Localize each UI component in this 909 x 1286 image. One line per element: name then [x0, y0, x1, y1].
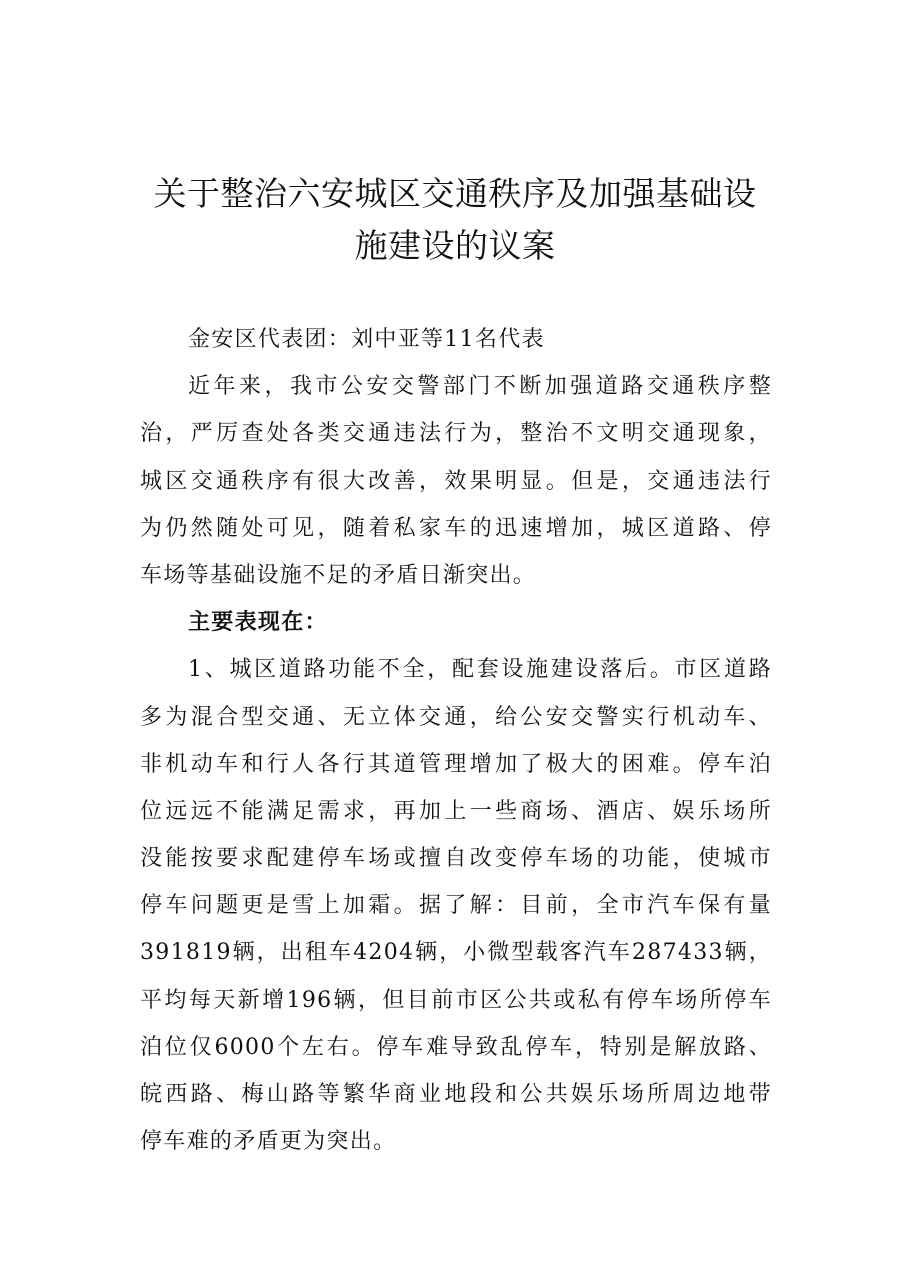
paragraph-line: 停车难的矛盾更为突出。 — [140, 1129, 397, 1155]
paragraph-line: 391819辆，出租车4204辆，小微型载客汽车287433辆， — [140, 940, 772, 966]
title-line-1: 关于整治六安城区交通秩序及加强基础设 — [153, 174, 757, 213]
paragraph-line: 皖西路、梅山路等繁华商业地段和公共娱乐场所周边地带 — [140, 1082, 772, 1107]
paragraph-line: 治，严厉查处各类交通违法行为，整治不文明交通现象， — [140, 421, 772, 447]
paragraph-line: 没能按要求配建停车场或擅自改变停车场的功能，使城市 — [140, 846, 772, 872]
paragraph-line: 位远远不能满足需求，再加上一些商场、酒店、娱乐场所 — [140, 798, 772, 824]
paragraph-line: 停车问题更是雪上加霜。据了解：目前，全市汽车保有量 — [140, 893, 772, 919]
paragraph-line: 泊位仅6000个左右。停车难导致乱停车，特别是解放路、 — [140, 1034, 772, 1060]
paragraph-line: 平均每天新增196辆，但目前市区公共或私有停车场所停车 — [140, 987, 772, 1013]
paragraph-line: 为仍然随处可见，随着私家车的迅速增加，城区道路、停 — [140, 515, 772, 541]
paragraph-line: 近年来，我市公安交警部门不断加强道路交通秩序整 — [188, 374, 772, 400]
paragraph-line: 1、城区道路功能不全，配套设施建设落后。市区道路 — [188, 657, 772, 683]
paragraph-line: 城区交通秩序有很大改善，效果明显。但是，交通违法行 — [140, 468, 772, 494]
title-line-2: 施建设的议案 — [354, 226, 556, 265]
paragraph-line: 非机动车和行人各行其道管理增加了极大的困难。停车泊 — [140, 751, 772, 777]
paragraph-item-1 — [140, 646, 772, 1165]
paragraph-line: 车场等基础设施不足的矛盾日渐突出。 — [140, 562, 537, 588]
heading-main-issues: 主要表现在： — [188, 609, 328, 636]
document-title — [120, 168, 790, 272]
document-body — [140, 316, 772, 1165]
author-line: 金安区代表团：刘中亚等11名代表 — [188, 327, 545, 352]
section-heading — [140, 599, 772, 646]
paragraph-intro — [140, 363, 772, 599]
paragraph-line: 多为混合型交通、无立体交通，给公安交警实行机动车、 — [140, 704, 772, 730]
